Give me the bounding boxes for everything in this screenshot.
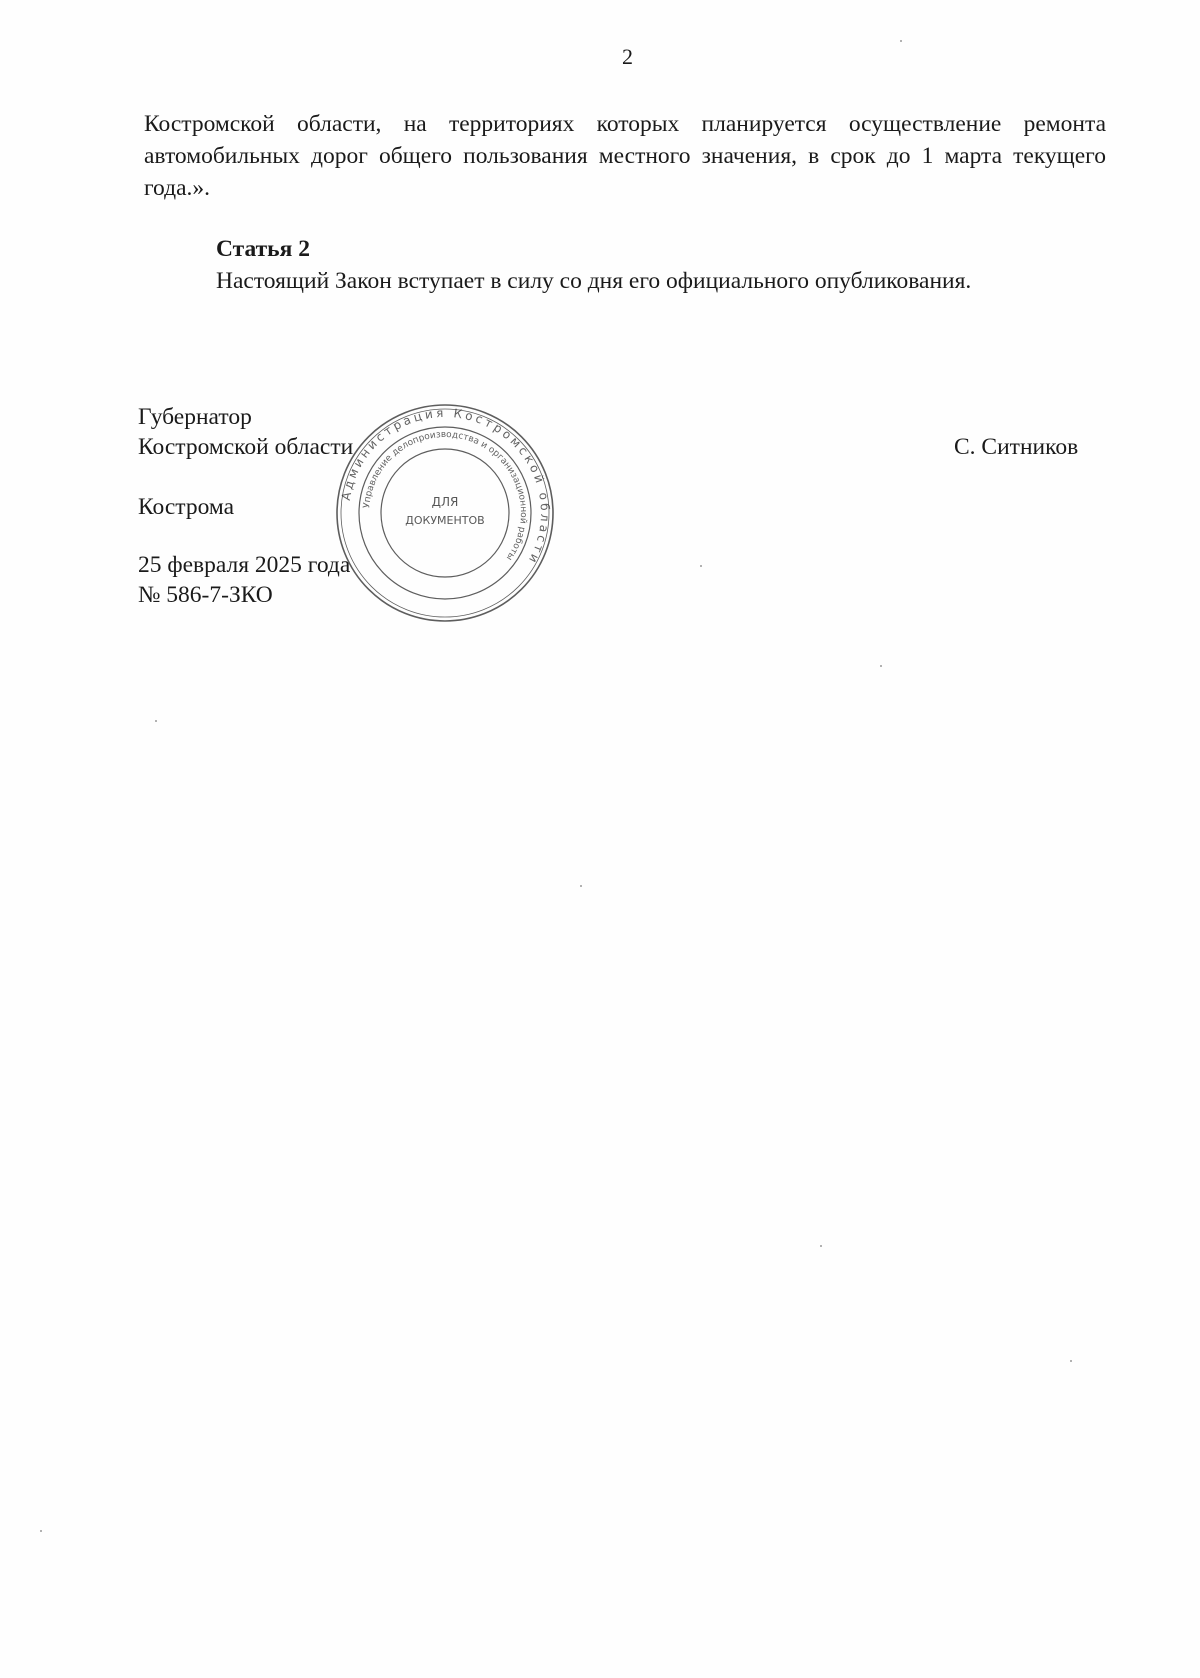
stamp-center-line1: ДЛЯ <box>431 495 459 509</box>
svg-text:Управление делопроизводства и: Управление делопроизводства и организационной работы <box>362 429 529 562</box>
page-number: 2 <box>622 44 633 69</box>
svg-text:Администрация Костромской обла: Администрация Костромской области <box>338 405 553 568</box>
signing-date: 25 февраля 2025 года <box>138 552 351 578</box>
signatory-name: С. Ситников <box>954 434 1079 460</box>
signing-city: Кострома <box>138 494 235 520</box>
signatory-position-line1: Губернатор <box>138 404 252 430</box>
scan-speck <box>580 885 582 887</box>
scan-speck <box>1070 1360 1072 1362</box>
article-text: Настоящий Закон вступает в силу со дня его официального опубликования. <box>216 268 972 294</box>
article-heading: Статья 2 <box>216 236 310 262</box>
scan-speck <box>900 40 902 42</box>
signatory-position-line2: Костромской области <box>138 434 354 460</box>
stamp-center-line2: ДОКУМЕНТОВ <box>405 514 485 527</box>
scan-speck <box>40 1530 42 1532</box>
continuation-paragraph: Костромской области, на территориях которых планируется осуществление ремонта автомобильных дорог общего пользования местного значения, в срок до 1 марта текущего года.». <box>144 111 1106 201</box>
scan-speck <box>155 720 157 722</box>
official-seal-stamp <box>330 398 560 628</box>
law-number: № 586-7-ЗКО <box>138 582 273 608</box>
scan-speck <box>820 1245 822 1247</box>
scan-speck <box>880 665 882 667</box>
scan-speck <box>700 565 702 567</box>
